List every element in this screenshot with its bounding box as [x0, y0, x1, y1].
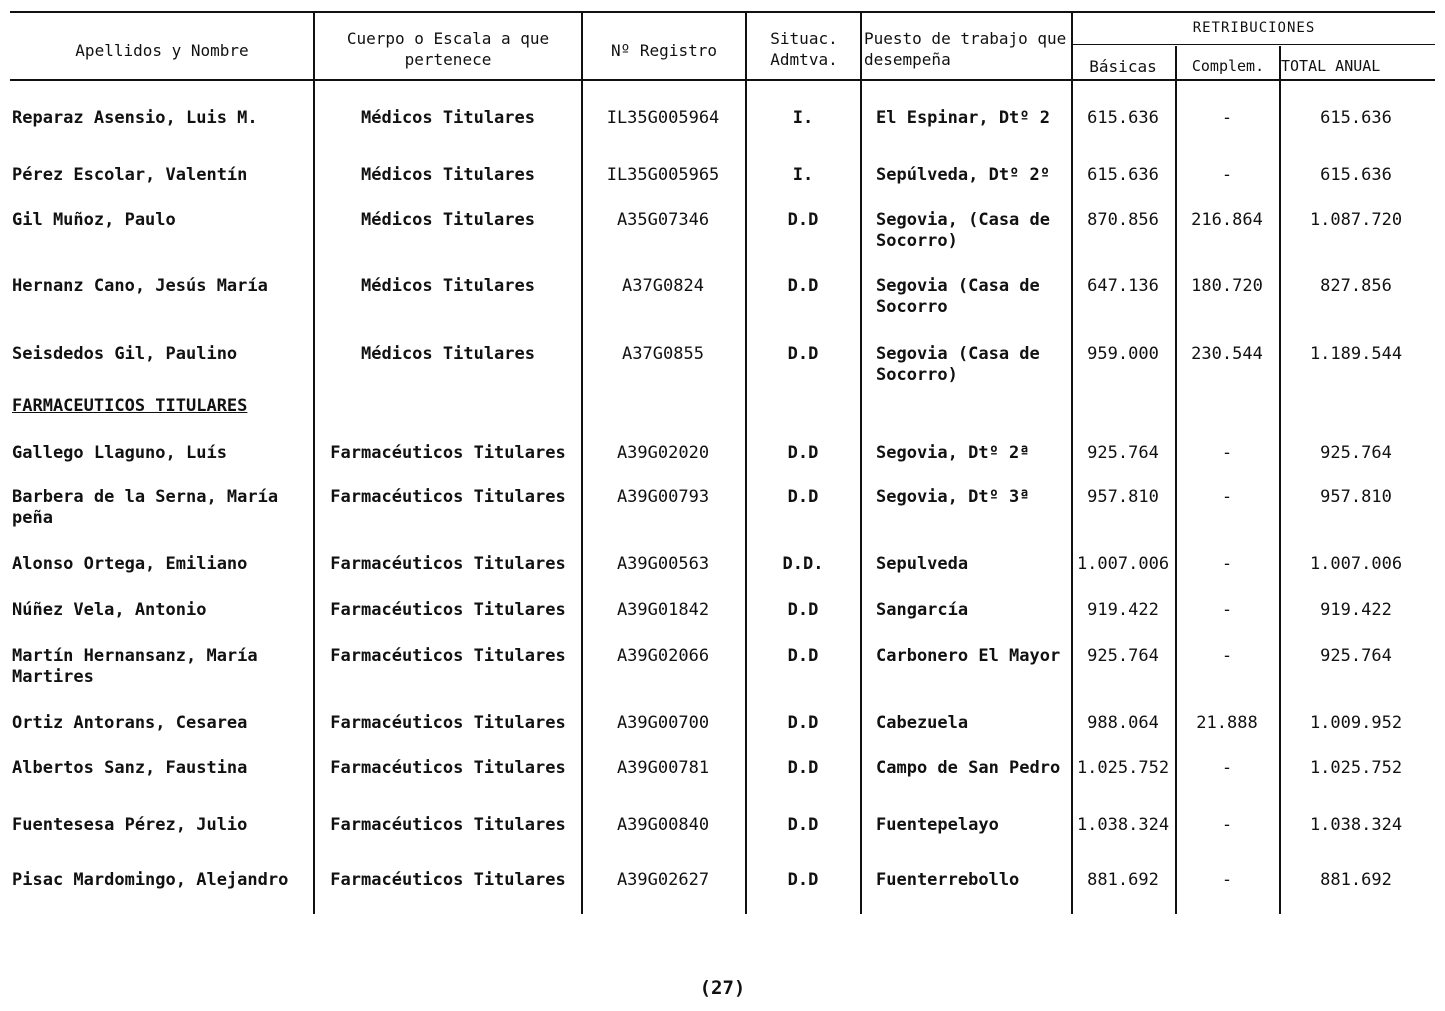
cell-cuerpo: Farmacéuticos Titulares	[330, 758, 566, 778]
cell-cuerpo: Farmacéuticos Titulares	[330, 646, 566, 666]
cell-puesto: Sepúlveda, Dtº 2º	[876, 165, 1050, 185]
cell-name: Pisac Mardomingo, Alejandro	[12, 870, 289, 890]
cell-total: 925.764	[1320, 646, 1392, 666]
cell-cuerpo: Farmacéuticos Titulares	[330, 443, 566, 463]
cell-name: Gallego Llaguno, Luís	[12, 443, 227, 463]
cell-situac: D.D.	[782, 554, 824, 574]
cell-basicas: 647.136	[1087, 276, 1159, 296]
cell-complem: -	[1221, 600, 1233, 620]
cell-situac: D.D	[787, 713, 819, 733]
cell-puesto: Campo de San Pedro	[876, 758, 1061, 778]
header-basicas: Básicas	[1089, 57, 1157, 76]
cell-basicas: 925.764	[1087, 443, 1159, 463]
cell-cuerpo: Médicos Titulares	[361, 165, 535, 185]
cell-registro: A39G00700	[616, 713, 710, 733]
cell-basicas: 1.025.752	[1076, 758, 1170, 778]
cell-puesto: Segovia, Dtº 2ª	[876, 443, 1030, 463]
cell-puesto: Carbonero El Mayor	[876, 646, 1061, 666]
cell-name: Albertos Sanz, Faustina	[12, 758, 248, 778]
header-situac: Situac. Admtva.	[770, 29, 838, 69]
cell-complem: -	[1221, 487, 1233, 507]
section-farmaceuticos: FARMACEUTICOS TITULARES	[12, 396, 248, 416]
col-divider-4	[860, 12, 862, 914]
cell-puesto: Segovia (Casa de Socorro	[876, 276, 1040, 317]
cell-basicas: 919.422	[1087, 600, 1159, 620]
page-number: (27)	[699, 977, 746, 999]
cell-complem: -	[1221, 646, 1233, 666]
cell-name: Ortiz Antorans, Cesarea	[12, 713, 248, 733]
cell-name: Hernanz Cano, Jesús María	[12, 276, 268, 296]
cell-basicas: 925.764	[1087, 646, 1159, 666]
cell-cuerpo: Farmacéuticos Titulares	[330, 487, 566, 507]
col-divider-3	[745, 12, 747, 914]
cell-cuerpo: Farmacéuticos Titulares	[330, 554, 566, 574]
cell-puesto: El Espinar, Dtº 2	[876, 108, 1050, 128]
cell-cuerpo: Médicos Titulares	[361, 276, 535, 296]
cell-cuerpo: Farmacéuticos Titulares	[330, 600, 566, 620]
cell-basicas: 988.064	[1087, 713, 1159, 733]
cell-situac: I.	[792, 108, 814, 128]
cell-basicas: 957.810	[1087, 487, 1159, 507]
cell-name: Núñez Vela, Antonio	[12, 600, 207, 620]
cell-name: Martín Hernansanz, María Martires	[12, 646, 258, 687]
cell-situac: D.D	[787, 600, 819, 620]
cell-name: Barbera de la Serna, María peña	[12, 487, 279, 528]
cell-situac: D.D	[787, 210, 819, 230]
cell-basicas: 615.636	[1087, 165, 1159, 185]
cell-puesto: Segovia (Casa de Socorro)	[876, 344, 1040, 385]
cell-registro: A39G02627	[616, 870, 710, 890]
cell-situac: D.D	[787, 758, 819, 778]
cell-name: Alonso Ortega, Emiliano	[12, 554, 248, 574]
cell-complem: -	[1221, 165, 1233, 185]
header-bottom-rule	[10, 79, 1435, 81]
cell-total: 1.087.720	[1309, 210, 1403, 230]
table-top-rule	[10, 11, 1435, 13]
cell-complem: 216.864	[1191, 210, 1263, 230]
cell-situac: D.D	[787, 487, 819, 507]
cell-situac: D.D	[787, 344, 819, 364]
cell-registro: A39G00781	[616, 758, 710, 778]
cell-complem: -	[1221, 108, 1233, 128]
cell-registro: A39G02020	[616, 443, 710, 463]
cell-complem: 180.720	[1191, 276, 1263, 296]
cell-puesto: Segovia, (Casa de Socorro)	[876, 210, 1050, 251]
cell-complem: -	[1221, 443, 1233, 463]
cell-registro: A37G0855	[622, 344, 704, 364]
header-registro: Nº Registro	[611, 41, 717, 60]
cell-total: 615.636	[1320, 108, 1392, 128]
cell-puesto: Sepulveda	[876, 554, 969, 574]
cell-total: 615.636	[1320, 165, 1392, 185]
cell-cuerpo: Farmacéuticos Titulares	[330, 815, 566, 835]
cell-complem: 21.888	[1196, 713, 1258, 733]
cell-puesto: Fuentepelayo	[876, 815, 999, 835]
retribuciones-rule	[1071, 44, 1435, 45]
cell-basicas: 959.000	[1087, 344, 1159, 364]
cell-registro: A37G0824	[622, 276, 704, 296]
header-cuerpo: Cuerpo o Escala a que pertenece	[346, 29, 550, 69]
cell-name: Reparaz Asensio, Luis M.	[12, 108, 258, 128]
col-divider-2	[581, 12, 583, 914]
header-complem: Complem.	[1191, 57, 1265, 75]
cell-puesto: Cabezuela	[876, 713, 969, 733]
cell-registro: A39G02066	[616, 646, 710, 666]
cell-total: 1.189.544	[1309, 344, 1403, 364]
cell-situac: I.	[792, 165, 814, 185]
cell-name: Pérez Escolar, Valentín	[12, 165, 248, 185]
cell-complem: 230.544	[1191, 344, 1263, 364]
cell-situac: D.D	[787, 443, 819, 463]
cell-registro: A35G07346	[616, 210, 710, 230]
header-puesto: Puesto de trabajo que desempeña	[864, 29, 1067, 69]
header-retribuciones: RETRIBUCIONES	[1192, 20, 1316, 36]
cell-complem: -	[1221, 815, 1233, 835]
cell-total: 1.009.952	[1309, 713, 1403, 733]
cell-basicas: 881.692	[1087, 870, 1159, 890]
cell-total: 925.764	[1320, 443, 1392, 463]
cell-puesto: Sangarcía	[876, 600, 969, 620]
cell-cuerpo: Médicos Titulares	[361, 210, 535, 230]
cell-puesto: Fuenterrebollo	[876, 870, 1020, 890]
cell-total: 827.856	[1320, 276, 1392, 296]
cell-total: 1.038.324	[1309, 815, 1403, 835]
cell-name: Seisdedos Gil, Paulino	[12, 344, 238, 364]
cell-total: 919.422	[1320, 600, 1392, 620]
cell-situac: D.D	[787, 815, 819, 835]
cell-situac: D.D	[787, 646, 819, 666]
cell-total: 957.810	[1320, 487, 1392, 507]
cell-cuerpo: Farmacéuticos Titulares	[330, 870, 566, 890]
cell-registro: A39G00793	[616, 487, 710, 507]
cell-basicas: 615.636	[1087, 108, 1159, 128]
cell-situac: D.D	[787, 870, 819, 890]
cell-registro: A39G01842	[616, 600, 710, 620]
cell-registro: IL35G005965	[606, 165, 720, 185]
cell-name: Fuentesesa Pérez, Julio	[12, 815, 248, 835]
cell-basicas: 1.038.324	[1076, 815, 1170, 835]
header-name: Apellidos y Nombre	[75, 41, 249, 60]
cell-cuerpo: Médicos Titulares	[361, 344, 535, 364]
cell-total: 881.692	[1320, 870, 1392, 890]
cell-basicas: 1.007.006	[1076, 554, 1170, 574]
cell-complem: -	[1221, 554, 1233, 574]
col-divider-1	[313, 12, 315, 914]
cell-complem: -	[1221, 758, 1233, 778]
cell-name: Gil Muñoz, Paulo	[12, 210, 176, 230]
cell-cuerpo: Médicos Titulares	[361, 108, 535, 128]
cell-total: 1.025.752	[1309, 758, 1403, 778]
cell-basicas: 870.856	[1087, 210, 1159, 230]
header-total: TOTAL ANUAL	[1281, 57, 1381, 75]
cell-situac: D.D	[787, 276, 819, 296]
cell-registro: IL35G005964	[606, 108, 720, 128]
cell-cuerpo: Farmacéuticos Titulares	[330, 713, 566, 733]
cell-total: 1.007.006	[1309, 554, 1403, 574]
cell-puesto: Segovia, Dtº 3ª	[876, 487, 1030, 507]
cell-registro: A39G00563	[616, 554, 710, 574]
cell-registro: A39G00840	[616, 815, 710, 835]
cell-complem: -	[1221, 870, 1233, 890]
